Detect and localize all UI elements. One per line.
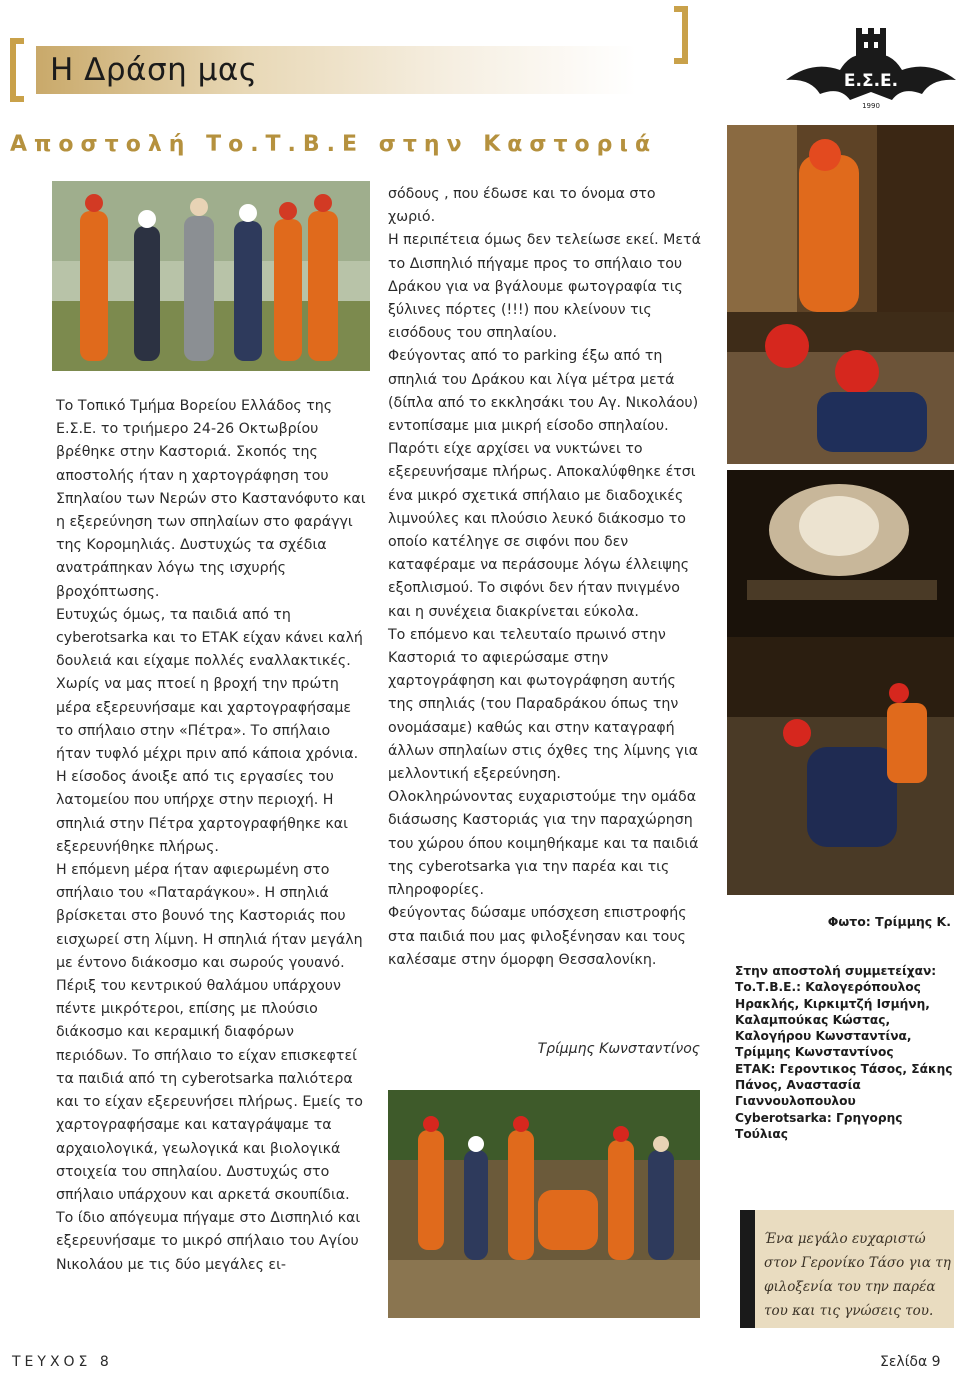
photo-group-cave-entrance (388, 1090, 700, 1318)
paragraph: Το ίδιο απόγευμα πήγαμε στο Δισπηλιό και εξερευνήσαμε το μικρό σπήλαιο του Αγίου Νικολάου με τις δύο μεγάλες ει- (56, 1210, 361, 1273)
paragraph: σόδους , που έδωσε και το όνομα στο χωριό. (388, 186, 656, 226)
photo-cave-helmets (727, 312, 954, 464)
logo-year: 1990 (862, 102, 880, 110)
participants-group: Το.Τ.Β.Ε.: Καλογερόπουλος Ηρακλής, Κιρκιμτζή Ισμήνη, Καλαμπούκας Κώστας, Καλογήρου Κωνσταντίνα, Τρίμμης Κωνσταντίνος (735, 980, 930, 1060)
article-title: Αποστολή Το.Τ.Β.Ε στην Καστοριά (10, 132, 658, 157)
photo-cave-formations (727, 470, 954, 637)
article-column-2 (388, 183, 706, 972)
photo-credit: Φωτο: Τρίμμης Κ. (827, 914, 951, 929)
photo-group-outdoors (52, 181, 370, 371)
paragraph: Το Τοπικό Τμήμα Βορείου Ελλάδος της Ε.Σ.Ε. το τριήμερο 24-26 Οκτωβρίου βρέθηκε στην Καστοριά. Σκοπός της αποστολής ήταν η χαρτογράφηση του Σπηλαίου των Νερών στο Καστανόφυτο και η εξερεύνηση των σπηλαίων στο φαράγγι της Κορομηλιάς. Δυστυχώς τα σχέδια ανατράπηκαν λόγω της ισχυρής βροχόπτωσης. (56, 398, 366, 600)
thanks-box-bar (740, 1210, 755, 1328)
bracket-right-ornament (674, 6, 688, 64)
author-signature: Τρίμμης Κωνσταντίνος (537, 1041, 700, 1057)
paragraph: Φεύγοντας από το parking έξω από τη σπηλιά του Δράκου και λίγα μέτρα μετά (δίπλα από το εκκλησάκι του Αγ. Νικολάου) εντοπίσαμε μια μικρή είσοδο σπηλαίου. Παρότι είχε αρχίσει να νυκτώνει το εξερευνήσαμε πλήρως. Αποκαλύφθηκε έτσι ένα μικρό σχετικά σπήλαιο με διαδοχικές λιμνούλες και πλούσιο λευκό διάκοσμο το οποίο κατέληγε σε σιφόνι που δεν καταφέραμε να περάσουμε λόγω έλλειψης εξοπλισμού. Το σιφόνι δεν ήταν πνιγμένο και η συνέχεια διακρίνεται εύκολα. (388, 348, 699, 620)
issue-number: ΤΕΥΧΟΣ 8 (12, 1354, 113, 1370)
photo-cave-mapping (727, 637, 954, 895)
paragraph: Η περιπέτεια όμως δεν τελείωσε εκεί. Μετά το Δισπηλιό πήγαμε προς το σπήλαιο του Δράκου για να βγάλουμε φωτογραφία τις ξύλινες πόρτες (!!!) που κλείνουν τις εισόδους του σπηλαίου. (388, 232, 701, 342)
logo-letters: Ε.Σ.Ε. (843, 71, 899, 91)
participants-group: Cyberotsarka: Γρηγορης Τούλιας (735, 1110, 903, 1141)
section-title: Η Δράση μας (50, 52, 258, 88)
paragraph: Ευτυχώς όμως, τα παιδιά από τη cyberotsarka και το ΕΤΑΚ είχαν κάνει καλή δουλειά και είχαμε πολλές εναλλακτικές. Χωρίς να μας πτοεί η βροχή την πρώτη μέρα εξερευνήσαμε και χαρτογραφήσαμε το σπήλαιο στην «Πέτρα». Το σπήλαιο ήταν τυφλό μέχρι πριν από κάποια χρόνια. Η είσοδος άνοιξε από τις εργασίες του λατομείου που υπήρχε στην περιοχή. Η σπηλιά στην Πέτρα χαρτογραφήθηκε και εξερευνήθηκε πλήρως. (56, 606, 363, 855)
paragraph: Φεύγοντας δώσαμε υπόσχεση επιστροφής στα παιδιά που μας φιλοξένησαν και τους καλέσαμε στην όμορφη Θεσσαλονίκη. (388, 905, 687, 968)
thanks-text: Ένα μεγάλο ευχαριστώ στον Γερονίκο Τάσο για τη φιλοξενία του την παρέα του και τις γνώσεις του. (764, 1231, 951, 1319)
photo-cave-climber (727, 125, 954, 312)
ese-logo (782, 20, 960, 112)
participants-group: ΕΤΑΚ: Γεροντικος Τάσος, Σάκης Πάνος, Αναστασία Γιαννουλοπουλου (735, 1061, 953, 1109)
paragraph: Ολοκληρώνοντας ευχαριστούμε την ομάδα διάσωσης Καστοριάς για την παραχώρηση του χώρου όπου κοιμηθήκαμε και τα παιδιά της cyberotsarka για την παρέα και τις πληροφορίες. (388, 789, 699, 899)
page-number: Σελίδα 9 (880, 1354, 941, 1370)
article-column-1 (56, 395, 368, 1277)
participants-heading: Στην αποστολή συμμετείχαν: (735, 964, 937, 978)
bat-castle-logo-icon (782, 20, 960, 112)
bracket-left-ornament (10, 38, 24, 102)
paragraph: Το επόμενο και τελευταίο πρωινό στην Καστοριά το αφιερώσαμε στην χαρτογράφηση και φωτογράφηση αυτής της σπηλιάς (του Παραδράκου όπως την ονομάσαμε) καθώς και στην καταγραφή άλλων σπηλαίων στις όχθες της λίμνης για μελλοντική εξερεύνηση. (388, 626, 698, 783)
participants-box (735, 963, 953, 1142)
paragraph: Η επόμενη μέρα ήταν αφιερωμένη στο σπήλαιο του «Παταράγκου». Η σπηλιά βρίσκεται στο βουνό της Καστοριάς που εισχωρεί στη λίμνη. Η σπηλιά ήταν μεγάλη με έντονο διάκοσμο και σωρούς γουανό. Πέριξ του κεντρικού θαλάμου υπάρχουν πέντε μικρότεροι, επίσης με πλούσιο διάκοσμο και κεραμική διαφόρων περιόδων. Το σπήλαιο το είχαν επισκεφτεί τα παιδιά από τη cyberotsarka παλιότερα και το είχαν εξερευνήσει πλήρως. Εμείς το χαρτογραφήσαμε και καταγράψαμε τα αρχαιολογικά, γεωλογικά και βιολογικά στοιχεία του σπηλαίου. Δυστυχώς στο σπήλαιο υπάρχουν και αρκετά σκουπίδια. (56, 862, 363, 1203)
